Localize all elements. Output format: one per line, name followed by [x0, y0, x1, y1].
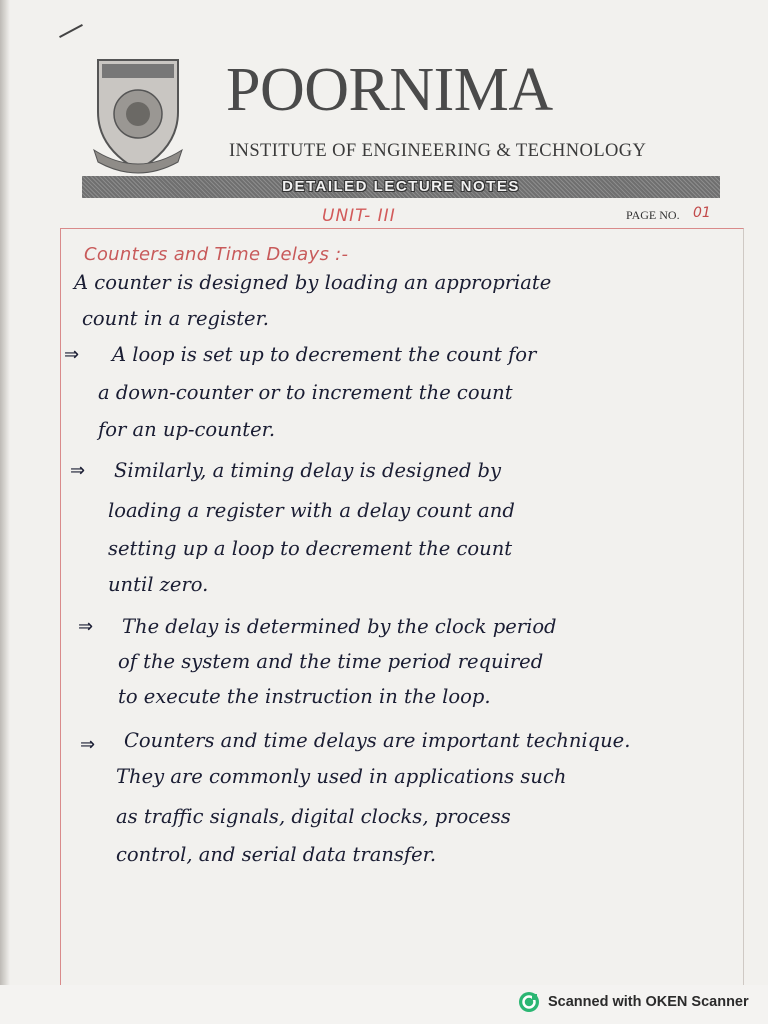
- bullet-arrow: ⇒: [80, 734, 96, 755]
- bullet-arrow: ⇒: [64, 344, 80, 365]
- note-line: as traffic signals, digital clocks, process: [116, 805, 511, 828]
- note-line: setting up a loop to decrement the count: [108, 537, 513, 560]
- note-line: control, and serial data transfer.: [116, 843, 437, 866]
- intro-line: count in a register.: [82, 307, 269, 330]
- bullet-arrow: ⇒: [70, 460, 86, 481]
- oken-scanner-icon: [518, 991, 540, 1013]
- note-line: Counters and time delays are important technique.: [124, 729, 631, 752]
- note-line: Similarly, a timing delay is designed by: [114, 459, 502, 482]
- pen-mark: [59, 24, 83, 38]
- note-line: a down-counter or to increment the count: [98, 381, 513, 404]
- note-line: loading a register with a delay count and: [108, 499, 515, 522]
- bullet-arrow: ⇒: [78, 616, 94, 637]
- page-number-label: PAGE NO.: [626, 208, 680, 222]
- note-line: until zero.: [108, 573, 209, 596]
- page-edge-shadow: [0, 0, 10, 985]
- section-heading: Counters and Time Delays :-: [84, 244, 349, 265]
- scanner-watermark: [518, 990, 749, 1014]
- note-line: The delay is determined by the clock period: [122, 615, 557, 638]
- note-line: for an up-counter.: [98, 418, 276, 441]
- unit-label: UNIT- III: [322, 206, 396, 226]
- page-number-value: 01: [693, 205, 711, 221]
- note-line: of the system and the time period required: [118, 650, 544, 673]
- banner-label: DETAILED LECTURE NOTES: [282, 178, 520, 195]
- note-line: to execute the instruction in the loop.: [118, 685, 491, 708]
- note-line: They are commonly used in applications such: [116, 765, 567, 788]
- lecture-notes-banner: [82, 176, 720, 198]
- note-line: A loop is set up to decrement the count for: [112, 343, 537, 366]
- scanner-text: Scanned with OKEN Scanner: [548, 994, 749, 1010]
- institution-subtitle: INSTITUTE OF ENGINEERING & TECHNOLOGY: [229, 141, 647, 161]
- institution-name: POORNIMA: [226, 56, 553, 124]
- intro-line: A counter is designed by loading an appropriate: [74, 271, 552, 294]
- poornima-logo: [90, 52, 186, 176]
